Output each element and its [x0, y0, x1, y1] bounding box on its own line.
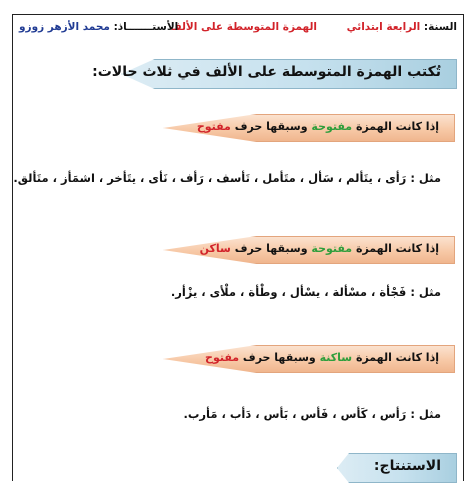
case-1-vowel: مفتوحة	[311, 120, 353, 133]
level-label: السنة:	[423, 21, 457, 33]
case-2-prefix: إذا كانت الهمزة	[355, 242, 439, 255]
worksheet-page	[12, 14, 464, 481]
teacher-name: محمد الأزهر زوزو	[19, 21, 110, 33]
case-3-preceding: مفتوح	[205, 351, 240, 364]
case-1-prefix: إذا كانت الهمزة	[355, 120, 439, 133]
level-value: الرابعة ابتدائي	[346, 21, 421, 33]
case-2-vowel: مفتوحة	[311, 242, 353, 255]
case-1-example-label: مثل :	[410, 171, 441, 185]
case-3-example-words: رَأس ، كَأس ، فَأس ، بَأس ، دَأب ، مَأرب.	[183, 407, 407, 421]
main-heading: تُكتب الهمزة المتوسطة على الألف في ثلاث حالات:	[92, 64, 441, 80]
case-1-rule	[197, 120, 439, 133]
case-3-prefix: إذا كانت الهمزة	[355, 351, 439, 364]
teacher-info	[19, 21, 178, 33]
case-2-middle: وسبقها حرف	[234, 242, 308, 255]
case-2-example-label: مثل :	[410, 285, 441, 299]
case-3-vowel: ساكنة	[319, 351, 353, 364]
case-1-middle: وسبقها حرف	[234, 120, 308, 133]
case-1-example-words: رَأى ، يتَألم ، سَأل ، متَأمل ، تَأسف ، رَأف ، نَأى ، يتَأخر ، اشمَأز ، متَألق.	[13, 171, 407, 185]
level-info	[347, 21, 457, 33]
case-2-example-words: فَجْأة ، مسْألة ، يسْأل ، وطْأة ، ملْأى ، يزْأر.	[170, 285, 407, 299]
case-1-examples	[13, 171, 441, 185]
case-3-example-label: مثل :	[410, 407, 441, 421]
case-3-rule	[205, 351, 439, 364]
case-2-preceding: ساكن	[199, 242, 231, 255]
conclusion-heading: الاستنتاج:	[373, 458, 441, 474]
worksheet-header	[19, 17, 457, 37]
case-3-middle: وسبقها حرف	[242, 351, 316, 364]
lesson-title: الهمزة المتوسطة على الألف	[169, 21, 317, 33]
case-1-preceding: مفتوح	[196, 120, 231, 133]
teacher-label: الأستـــــــاذ:	[113, 21, 179, 33]
case-2-examples	[171, 285, 441, 299]
case-3-examples	[184, 407, 442, 421]
case-2-rule	[200, 242, 439, 255]
